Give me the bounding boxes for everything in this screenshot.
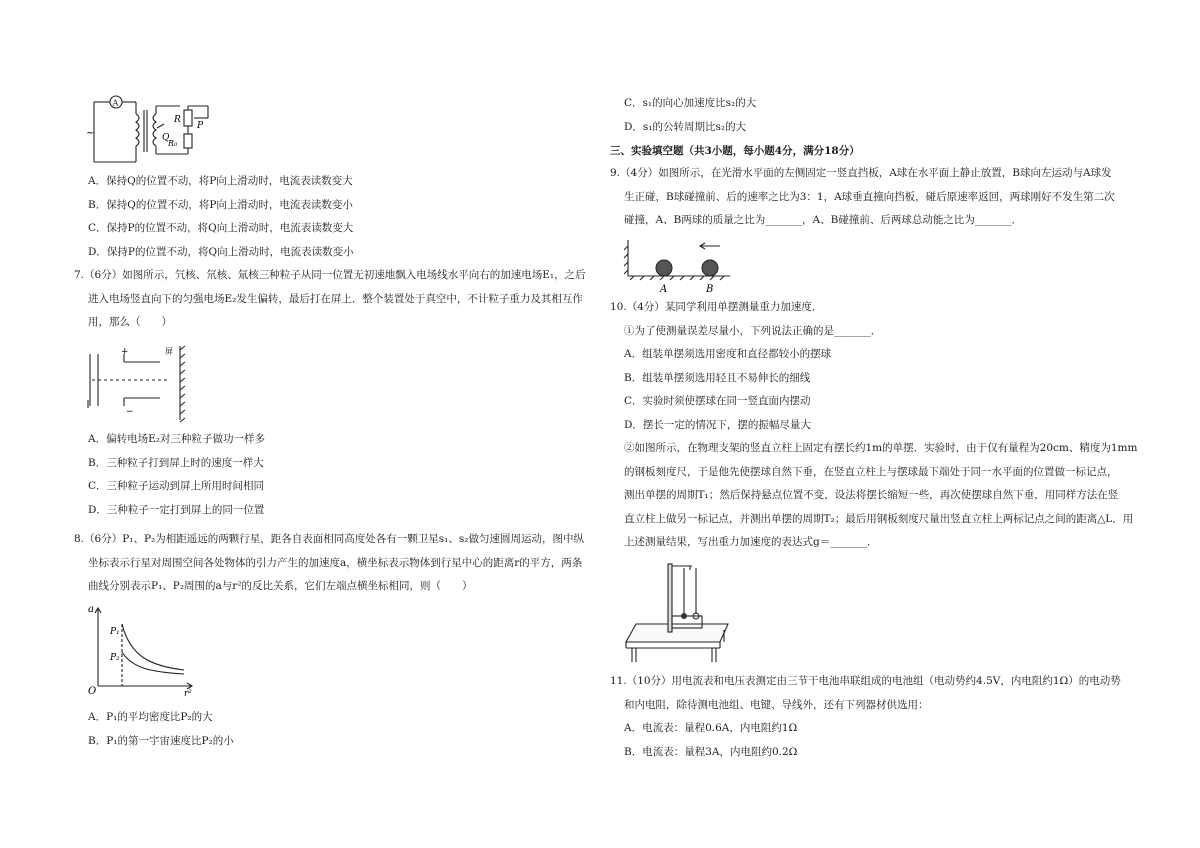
- q6-option-b: B．保持Q的位置不动，将P向上滑动时，电流表读数变小: [88, 198, 353, 211]
- q6-option-c: C．保持P的位置不动，将Q向上滑动时，电流表读数变大: [88, 222, 354, 234]
- q10-option-c: C．实验时须使摆球在同一竖直面内摆动: [624, 395, 811, 407]
- q11-stem: [610, 670, 1140, 764]
- q8-option-a: A．P₁的平均密度比P₂的大: [88, 711, 213, 723]
- q11-option-a: A．电流表：量程0.6A，内电阻约1Ω: [624, 722, 798, 734]
- ball-a-label: A: [660, 284, 668, 295]
- q8-graph-figure: [88, 604, 198, 699]
- q7-field-figure: [88, 340, 198, 422]
- q9-stem: [610, 162, 1140, 233]
- ball-b-label: B: [706, 284, 714, 295]
- section-title: 三、实验填空题（共3小题，每小题4分，满分18分）: [610, 145, 860, 157]
- curve-p2-label: P₂: [110, 653, 120, 663]
- q7-line-3: 用，那么（ ）: [88, 316, 172, 328]
- q8-option-d: D．s₁的公转周期比s₂的大: [624, 120, 747, 133]
- q10-option-d: D．摆长一定的情况下，摆的振幅尽量大: [624, 418, 811, 431]
- q11-line-2: 和内电阻，除待测电池组、电键、导线外，还有下列器材供选用：: [624, 698, 929, 711]
- q7-line-2: 进入电场竖直向下的匀强电场E₂发生偏转，最后打在屏上．整个装置处于真空中，不计粒子重力及其相互作: [88, 292, 583, 305]
- axis-r2-label: r²: [184, 689, 192, 699]
- origin-label: O: [88, 686, 97, 697]
- q10-pendulum-stand-figure: [622, 560, 732, 664]
- q10-line-9: 测出单摆的周期T₁；然后保持悬点位置不变，设法将摆长缩短一些，再次使摆球自然下垂，用同样方法在竖: [624, 489, 1119, 501]
- curve-p1-label: P₁: [110, 627, 120, 637]
- q6-options: [88, 170, 618, 264]
- q10-line-8: 的钢板刻度尺，于是他先使摆球自然下垂，在竖直立柱上与摆球最下端处于同一水平面的位置做一标记点，: [624, 465, 1118, 478]
- resistor-r0-label: R₀: [168, 139, 178, 148]
- q9-collision-figure: [626, 236, 736, 294]
- q9-line-1: 9.（4分）如图所示，在光滑水平面的左侧固定一竖直挡板，A球在水平面上静止放置，B球向左运动与A球发: [610, 167, 1112, 179]
- q7-option-b: B．三种粒子打到屏上时的速度一样大: [88, 456, 264, 469]
- q7-option-c: C．三种粒子运动到屏上所用时间相同: [88, 480, 265, 492]
- slider-p-label: P: [197, 121, 204, 131]
- q10-option-a: A．组装单摆须选用密度和直径都较小的摆球: [624, 348, 832, 360]
- q6-transformer-circuit-figure: [84, 96, 224, 166]
- q8-options: [88, 706, 618, 753]
- q8-line-3: 曲线分别表示P₁、P₂周围的a与r²的反比关系，它们左端点横坐标相同，则（ ）: [88, 580, 473, 592]
- q7-stem: [74, 264, 604, 335]
- axis-a-label: a: [88, 604, 94, 615]
- q7-options: [88, 428, 618, 522]
- q10-option-b: B．组装单摆须选用轻且不易伸长的细线: [624, 371, 811, 384]
- q9-line-2: 生正碰，B球碰撞前、后的速率之比为3：1，A球垂直撞向挡板，碰后原速率返回，两球刚好不发生第二次: [624, 190, 1115, 203]
- q10-stem: [610, 296, 1140, 555]
- q7-line-1: 7.（6分）如图所示，氕核、氘核、氚核三种粒子从同一位置无初速地飘入电场线水平向右的加速电场E₁，之后: [74, 269, 586, 281]
- q8-options-continued: [624, 92, 1154, 139]
- q7-option-a: A．偏转电场E₂对三种粒子做功一样多: [88, 433, 265, 445]
- q8-option-b: B．P₁的第一宇宙速度比P₂的小: [88, 734, 234, 747]
- q8-option-c: C．s₁的向心加速度比s₂的大: [624, 97, 757, 109]
- ac-source-symbol: ~: [86, 128, 95, 139]
- q9-line-3: 碰撞，A、B两球的质量之比为_______，A、B碰撞前、后两球总动能之比为_______．: [624, 214, 1023, 226]
- q11-option-b: B．电流表：量程3A，内电阻约0.2Ω: [624, 745, 798, 758]
- q8-line-2: 坐标表示行星对周围空间各处物体的引力产生的加速度a，横坐标表示物体到行星中心的距离r的平方，两条: [88, 556, 583, 569]
- plate-minus-sign: −: [126, 407, 134, 417]
- q10-line-10: 直立柱上做另一标记点，并测出单摆的周期T₂；最后用钢板刻度尺量出竖直立柱上两标记点之间的距离△L．用: [624, 512, 1134, 525]
- q10-line-2: ①为了使测量误差尽量小，下列说法正确的是_______．: [624, 324, 882, 337]
- q6-option-d: D．保持P的位置不动，将Q向上滑动时，电流表读数变小: [88, 245, 354, 258]
- q10-line-11: 上述测量结果，写出重力加速度的表达式g＝_______．: [624, 536, 878, 548]
- q8-line-1: 8.（6分）P₁、P₂为相距遥远的两颗行星，距各自表面相同高度处各有一颗卫星s₁、s₂做匀速圆周运动，图中纵: [74, 533, 584, 545]
- q10-line-7: ②如图所示，在物理支架的竖直立柱上固定有摆长约1m的单摆．实验时，由于仅有量程为20cm、精度为1mm: [624, 442, 1138, 454]
- tap-q-label: Q: [162, 133, 170, 143]
- plate-plus-sign: +: [121, 347, 129, 357]
- q6-option-a: A．保持Q的位置不动，将P向上滑动时，电流表读数变大: [88, 175, 353, 187]
- q11-line-1: 11.（10分）用电流表和电压表测定由三节干电池串联组成的电池组（电动势约4.5V，内电阻约1Ω）的电动势: [610, 675, 1121, 687]
- screen-label: 屏: [165, 347, 173, 356]
- ammeter-label: A: [112, 98, 119, 108]
- q8-stem: [74, 528, 604, 599]
- resistor-r-label: R: [174, 115, 181, 125]
- q10-line-1: 10.（4分）某同学利用单摆测量重力加速度．: [610, 301, 823, 313]
- q7-option-d: D．三种粒子一定打到屏上的同一位置: [88, 503, 265, 516]
